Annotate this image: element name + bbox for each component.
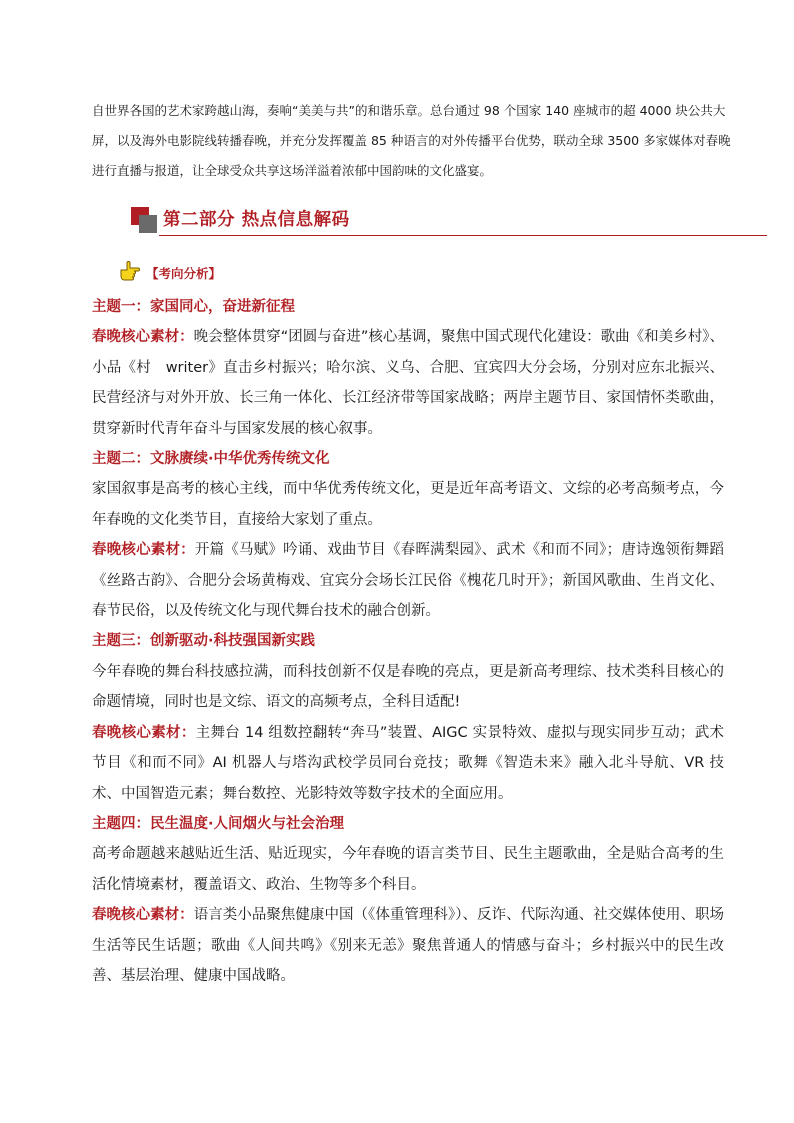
material-text: 晚会整体贯穿“团圆与奋进”核心基调，聚焦中国式现代化建设：歌曲《和美乡村》、小品《村 writer》直击乡村振兴；哈尔滨、义乌、合肥、宜宾四大分会场，分别对应东北振兴、民营经济与对外开放、长三角一体化、长江经济带等国家战略；两岸主题节目、家国情怀类歌曲，贯穿新时代青年奋斗与国家发展的核心叙事。 (92, 329, 725, 437)
red-gray-squares-icon (131, 207, 157, 233)
material-label: 春晚核心素材： (92, 907, 194, 924)
pointing-hand-icon (118, 258, 144, 282)
analysis-label: 【考向分析】 (146, 266, 222, 281)
intro-paragraph: 自世界各国的艺术家跨越山海，奏响“美美与共”的和谐乐章。总台通过 98 个国家 140 座城市的超 4000 块公共大屏，以及海外电影院线转播春晚，并充分发挥覆盖 85 种语言的对外传播平台优势，联动全球 3500 多家媒体对春晚进行直播与报道，让全球受众共享这场洋溢着浓郁中国韵味的文化盛宴。 (92, 103, 731, 178)
material-paragraph (92, 718, 724, 809)
topics-content (92, 292, 724, 991)
material-paragraph (92, 535, 724, 626)
topic-heading: 主题二：文脉赓续·中华优秀传统文化 (92, 451, 330, 468)
body-paragraph: 今年春晚的舞台科技感拉满，而科技创新不仅是春晚的亮点，更是新高考理综、技术类科目核心的命题情境，同时也是文综、语文的高频考点，全科目适配! (92, 663, 724, 711)
section-divider (159, 235, 767, 237)
material-paragraph (92, 322, 724, 444)
section-header (131, 204, 767, 236)
topic-heading: 主题四：民生温度·人间烟火与社会治理 (92, 815, 345, 832)
material-text: 开篇《马赋》吟诵、戏曲节目《春晖满梨园》、武术《和而不同》；唐诗逸领衔舞蹈《丝路古韵》、合肥分会场黄梅戏、宜宾分会场长江民俗《槐花几时开》；新国风歌曲、生肖文化、春节民俗，以及传统文化与现代舞台技术的融合创新。 (92, 542, 725, 620)
body-paragraph: 高考命题越来越贴近生活、贴近现实，今年春晚的语言类节目、民生主题歌曲，全是贴合高考的生活化情境素材，覆盖语文、政治、生物等多个科目。 (92, 846, 724, 893)
topic-heading: 主题三：创新驱动·科技强国新实践 (92, 633, 316, 650)
body-paragraph: 家国叙事是高考的核心主线，而中华优秀传统文化，更是近年高考语文、文综的必考高频考点，今年春晚的文化类节目，直接给大家划了重点。 (92, 481, 724, 528)
material-text: 语言类小品聚焦健康中国（《体重管理科》）、反诈、代际沟通、社交媒体使用、职场生活等民生话题；歌曲《人间共鸣》《别来无恙》聚焦普通人的情感与奋斗；乡村振兴中的民生改善、基层治理、健康中国战略。 (92, 907, 725, 984)
section-title: 第二部分 热点信息解码 (163, 210, 350, 230)
material-paragraph (92, 900, 724, 991)
topic-heading: 主题一：家国同心，奋进新征程 (92, 299, 295, 315)
material-label: 春晚核心素材： (92, 724, 196, 741)
material-label: 春晚核心素材： (92, 542, 195, 559)
material-text: 主舞台 14 组数控翻转“奔马”装置、AIGC 实景特效、虚拟与现实同步互动；武术节目《和而不同》AI 机器人与塔沟武校学员同台竞技；歌舞《智造未来》融入北斗导航、VR 技术、中国智造元素；舞台数控、光影特效等数字技术的全面应用。 (92, 724, 725, 802)
material-label: 春晚核心素材： (92, 329, 194, 346)
